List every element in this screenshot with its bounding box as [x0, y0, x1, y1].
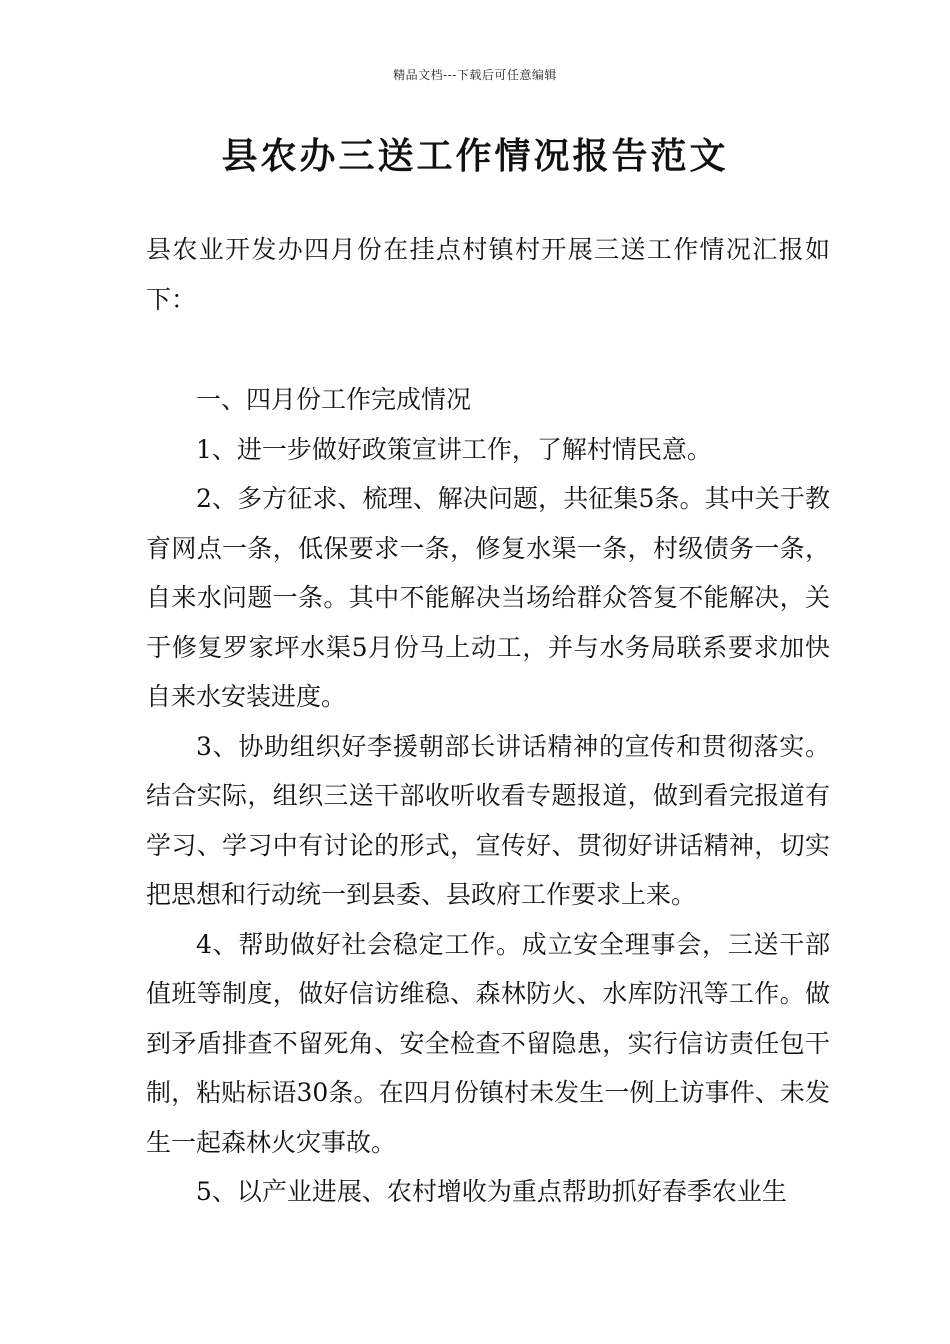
- header-note: 精品文档---下载后可任意编辑: [393, 68, 557, 82]
- report-body: [146, 375, 830, 1217]
- paragraph-item-4: 4、帮助做好社会稳定工作。成立安全理事会，三送干部值班等制度，做好信访维稳、森林防火、水库防汛等工作。做到矛盾排查不留死角、安全检查不留隐患，实行信访责任包干制，粘贴标语30条。在四月份镇村未发生一例上访事件、未发生一起森林火灾事故。: [146, 929, 830, 1157]
- intro-paragraph: 县农业开发办四月份在挂点村镇村开展三送工作情况汇报如下：: [146, 235, 830, 314]
- paragraph-item-5: 5、以产业进展、农村增收为重点帮助抓好春季农业生: [196, 1177, 787, 1206]
- paragraph-item-1: 1、进一步做好政策宣讲工作，了解村情民意。: [196, 434, 712, 464]
- paragraph-item-2: 2、多方征求、梳理、解决问题，共征集5条。其中关于教育网点一条，低保要求一条，修复水渠一条，村级债务一条，自来水问题一条。其中不能解决当场给群众答复不能解决，关于修复罗家坪水渠5月份马上动工，并与水务局联系要求加快自来水安装进度。: [146, 484, 830, 711]
- section-heading: 一、四月份工作完成情况: [196, 385, 472, 414]
- document-title: 县农办三送工作情况报告范文: [221, 135, 729, 177]
- paragraph-item-3: 3、协助组织好李援朝部长讲话精神的宣传和贯彻落实。结合实际，组织三送干部收听收看专题报道，做到看完报道有学习、学习中有讨论的形式，宣传好、贯彻好讲话精神，切实把思想和行动统一到县委、县政府工作要求上来。: [146, 731, 830, 909]
